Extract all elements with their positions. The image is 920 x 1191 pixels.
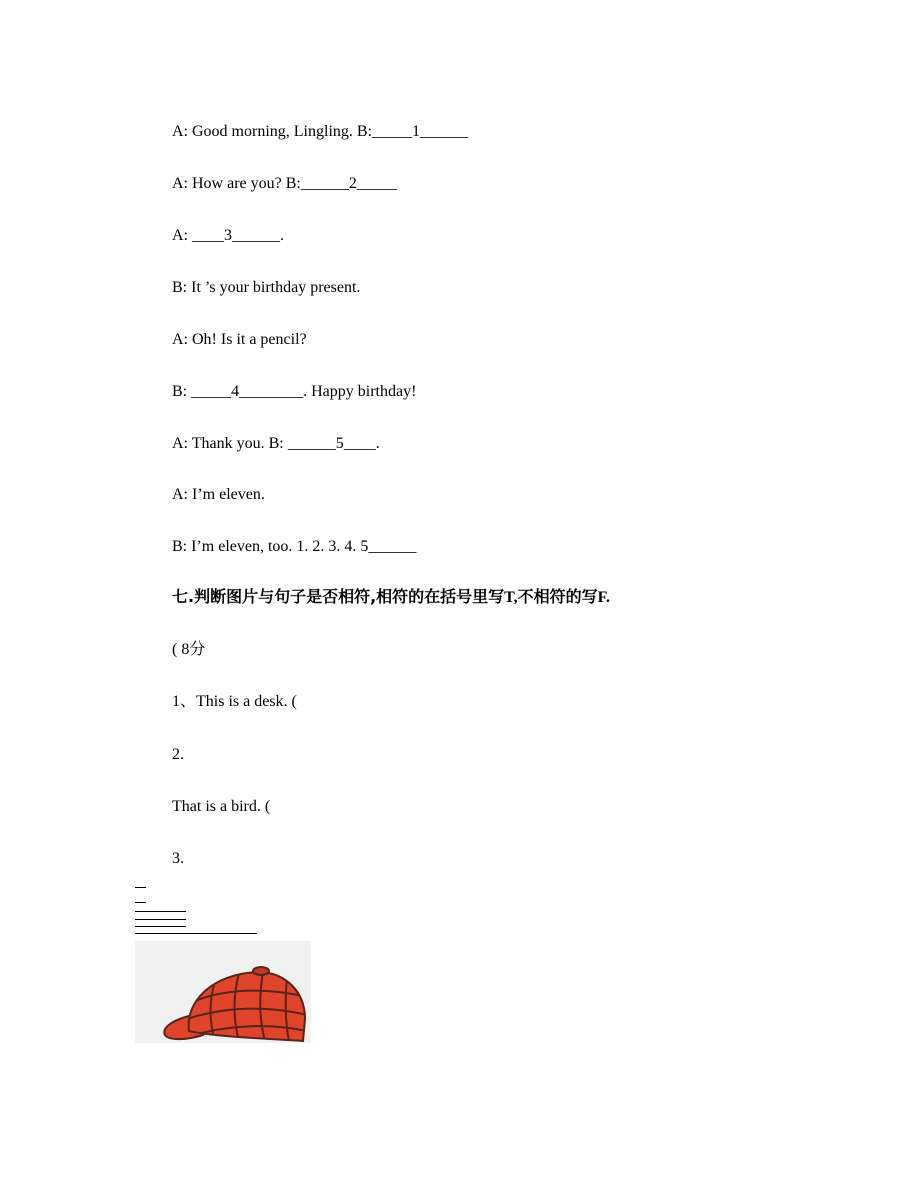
section-7-heading-f: F. xyxy=(597,589,610,606)
short-rule-2 xyxy=(135,902,146,903)
cap-icon xyxy=(135,941,311,1043)
section-7-score: ( 8分 xyxy=(172,641,206,658)
dialogue-line-3: A: ____3______. xyxy=(172,227,284,244)
medium-rule-3 xyxy=(135,926,186,927)
dialogue-line-9: B: I’m eleven, too. 1. 2. 3. 4. 5______ xyxy=(172,538,417,555)
dialogue-line-1: A: Good morning, Lingling. B:_____1______ xyxy=(172,123,468,140)
dialogue-line-6: B: _____4________. Happy birthday! xyxy=(172,383,417,400)
item-1: 1、This is a desk. ( xyxy=(172,693,297,710)
section-7-heading xyxy=(172,587,610,608)
cap-button xyxy=(253,967,269,975)
short-rule-1 xyxy=(135,887,146,888)
section-7-heading-cn: 七.判断图片与句子是否相符,相符的在括号里写 xyxy=(172,587,505,606)
item-2-sentence: That is a bird. ( xyxy=(172,798,271,815)
long-rule xyxy=(135,933,257,934)
dialogue-line-4: B: It ’s your birthday present. xyxy=(172,279,361,296)
section-7-heading-t: T, xyxy=(504,589,518,606)
medium-rule-1 xyxy=(135,911,186,912)
dialogue-line-5: A: Oh! Is it a pencil? xyxy=(172,331,307,348)
dialogue-line-8: A: I’m eleven. xyxy=(172,486,265,503)
dialogue-line-7: A: Thank you. B: ______5____. xyxy=(172,435,380,452)
medium-rule-2 xyxy=(135,919,186,920)
item-2-number: 2. xyxy=(172,746,184,763)
dialogue-line-2: A: How are you? B:______2_____ xyxy=(172,175,397,192)
item-3-number: 3. xyxy=(172,850,184,867)
section-7-heading-cn2: 不相符的写 xyxy=(517,587,598,606)
cap-picture xyxy=(135,941,311,1043)
